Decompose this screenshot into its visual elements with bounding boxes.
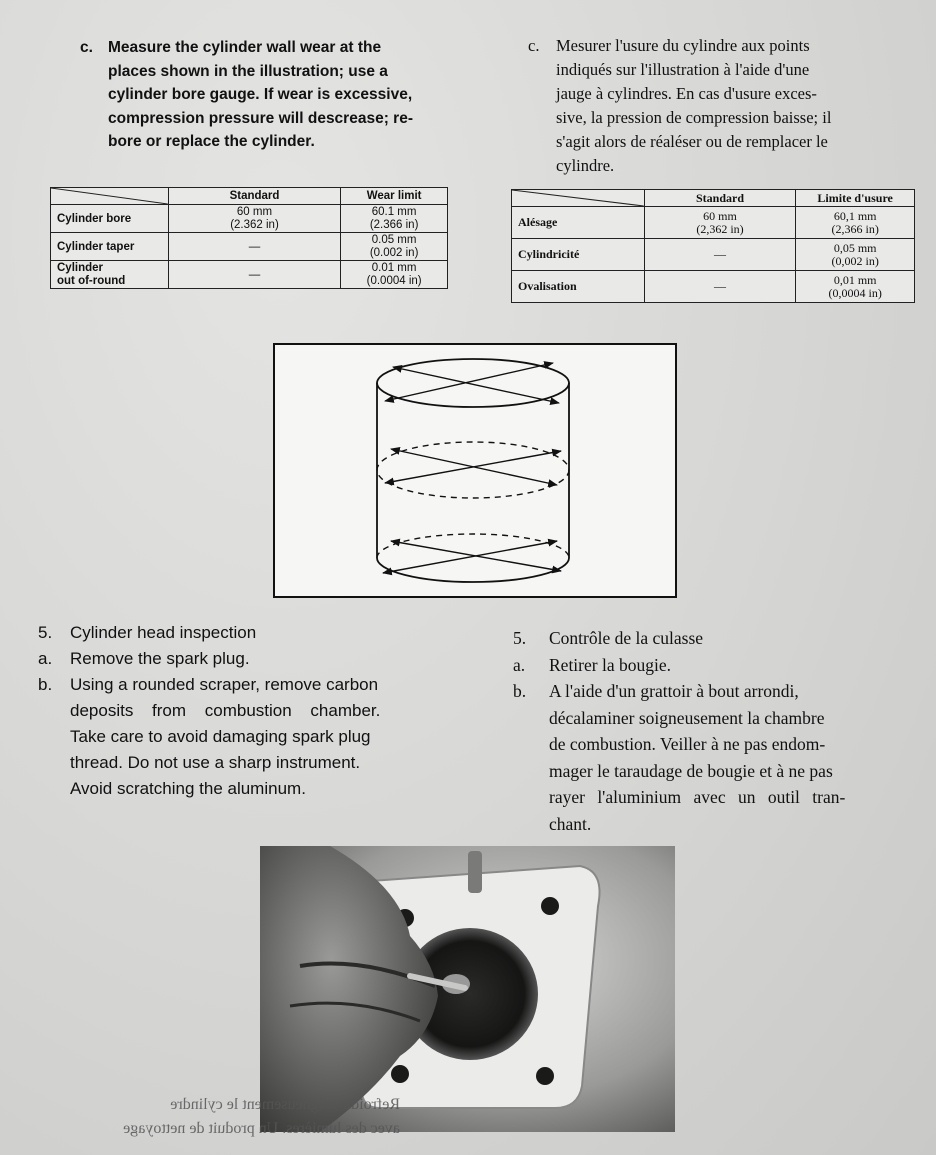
standard-value: — — [644, 239, 796, 271]
bleed-through-text — [0, 1093, 400, 1141]
step-label: b. — [38, 675, 53, 694]
step-number: 5. — [513, 628, 527, 648]
step-text-line: deposits from combustion chamber. — [70, 701, 381, 720]
column-header-standard: Standard — [644, 190, 796, 207]
standard-value: — — [168, 233, 341, 261]
step-text-line: thread. Do not use a sharp instrument. — [70, 753, 361, 772]
standard-value: — — [168, 261, 341, 289]
cylinder-measurement-figure — [273, 343, 677, 598]
step-text-line: Take care to avoid damaging spark plug — [70, 727, 371, 746]
fr-step-5-heading — [513, 625, 921, 652]
fr-step-c-line: s'agit alors de réaléser ou de remplacer le — [556, 132, 828, 151]
step-title: Contrôle de la culasse — [549, 628, 704, 648]
measurement-arrow — [385, 363, 553, 401]
fr-step-c-line: jauge à cylindres. En cas d'usure exces- — [556, 84, 817, 103]
column-header-limite-usure: Limite d'usure — [796, 190, 915, 207]
cylinder-bottom-hidden-rim — [377, 534, 569, 558]
bolt-hole — [536, 1067, 554, 1085]
step-text: Remove the spark plug. — [70, 649, 250, 668]
column-header-wear-limit: Wear limit — [341, 188, 448, 205]
en-step-c — [80, 36, 460, 154]
en-step-5a — [38, 646, 438, 672]
fr-step-c-line: Mesurer l'usure du cylindre aux points — [556, 36, 810, 55]
row-label: Cylindricité — [512, 239, 645, 271]
standard-value: — — [644, 271, 796, 303]
table-row — [512, 207, 915, 239]
fr-spec-table — [511, 189, 915, 303]
fr-step-c-line: indiqués sur l'illustration à l'aide d'une — [556, 60, 810, 79]
limit-value: 0.05 mm (0.002 in) — [341, 233, 448, 261]
limit-value: 0,05 mm (0,002 in) — [796, 239, 915, 271]
table-row — [51, 233, 448, 261]
en-step-c-line: bore or replace the cylinder. — [108, 133, 315, 150]
table-row — [512, 239, 915, 271]
row-label: Ovalisation — [512, 271, 645, 303]
bolt-hole — [541, 897, 559, 915]
cylinder-middle-section — [377, 442, 569, 498]
en-spec-table — [50, 187, 448, 289]
limit-value: 60,1 mm (2,366 in) — [796, 207, 915, 239]
step-label: a. — [513, 654, 526, 675]
en-step-5-heading — [38, 620, 438, 646]
measurement-arrow — [391, 449, 557, 485]
step-text-line: Avoid scratching the aluminum. — [70, 779, 306, 798]
cylinder-diagram — [275, 345, 675, 596]
step-label: b. — [513, 681, 527, 701]
step-text-line: chant. — [549, 813, 592, 834]
en-step-c-line: cylinder bore gauge. If wear is excessive, — [108, 86, 413, 103]
en-step-5b — [38, 672, 438, 802]
fr-step-5b — [513, 678, 921, 837]
step-text: Retirer la bougie. — [549, 654, 671, 675]
en-step-c-label: c. — [80, 39, 93, 56]
limit-value: 0,01 mm (0,0004 in) — [796, 271, 915, 303]
bolt-hole — [391, 1065, 409, 1083]
limit-value: 0.01 mm (0.0004 in) — [341, 261, 448, 289]
diagonal-line-icon — [512, 190, 644, 206]
table-row — [51, 205, 448, 233]
cylinder-head-photo — [260, 846, 675, 1132]
row-label: Cylinder out of-round — [51, 261, 169, 289]
en-step-c-line: Measure the cylinder wall wear at the — [108, 39, 382, 56]
measurement-arrow — [393, 367, 559, 403]
scraping-photo-illustration — [260, 846, 675, 1132]
step-text-line: Using a rounded scraper, remove carbon — [70, 675, 379, 694]
step-title: Cylinder head inspection — [70, 623, 257, 642]
diagonal-line-icon — [51, 188, 168, 204]
step-label: a. — [38, 649, 53, 668]
standard-value: 60 mm (2.362 in) — [168, 205, 341, 233]
cylinder-bottom-rim — [377, 558, 569, 582]
bleed-through-line: avec des lumières. Un produit de nettoyage — [123, 1120, 400, 1137]
table-corner-cell — [512, 190, 645, 207]
table-row — [51, 261, 448, 289]
fr-step-c-label: c. — [528, 36, 540, 55]
limit-value: 60.1 mm (2.366 in) — [341, 205, 448, 233]
row-label: Alésage — [512, 207, 645, 239]
fr-step-c — [528, 34, 918, 178]
step-text-line: décalaminer soigneusement la chambre — [549, 707, 825, 728]
step-text-line: de combustion. Veiller à ne pas endom- — [549, 734, 826, 754]
fr-step-c-line: sive, la pression de compression baisse; il — [556, 108, 832, 127]
row-label: Cylinder taper — [51, 233, 169, 261]
table-row — [512, 271, 915, 303]
fr-step-5 — [513, 625, 921, 837]
en-step-5 — [38, 620, 438, 802]
fr-step-c-line: cylindre. — [556, 156, 615, 175]
step-text-line: A l'aide d'un grattoir à bout arrondi, — [549, 681, 799, 701]
en-step-c-line: places shown in the illustration; use a — [108, 62, 388, 80]
stud-bolt — [468, 851, 482, 893]
standard-value: 60 mm (2,362 in) — [644, 207, 796, 239]
step-text-line: rayer l'aluminium avec un outil tran- — [549, 787, 846, 807]
bleed-through-line: Refroidir soigneusement le cylindre — [170, 1096, 400, 1113]
measurement-arrow — [383, 541, 557, 573]
step-text-line: mager le taraudage de bougie et à ne pas — [549, 760, 833, 781]
row-label: Cylinder bore — [51, 205, 169, 233]
table-corner-cell — [51, 188, 169, 205]
fr-step-5a — [513, 652, 921, 679]
step-number: 5. — [38, 623, 53, 642]
en-step-c-line: compression pressure will descrease; re- — [108, 109, 413, 127]
column-header-standard: Standard — [168, 188, 341, 205]
